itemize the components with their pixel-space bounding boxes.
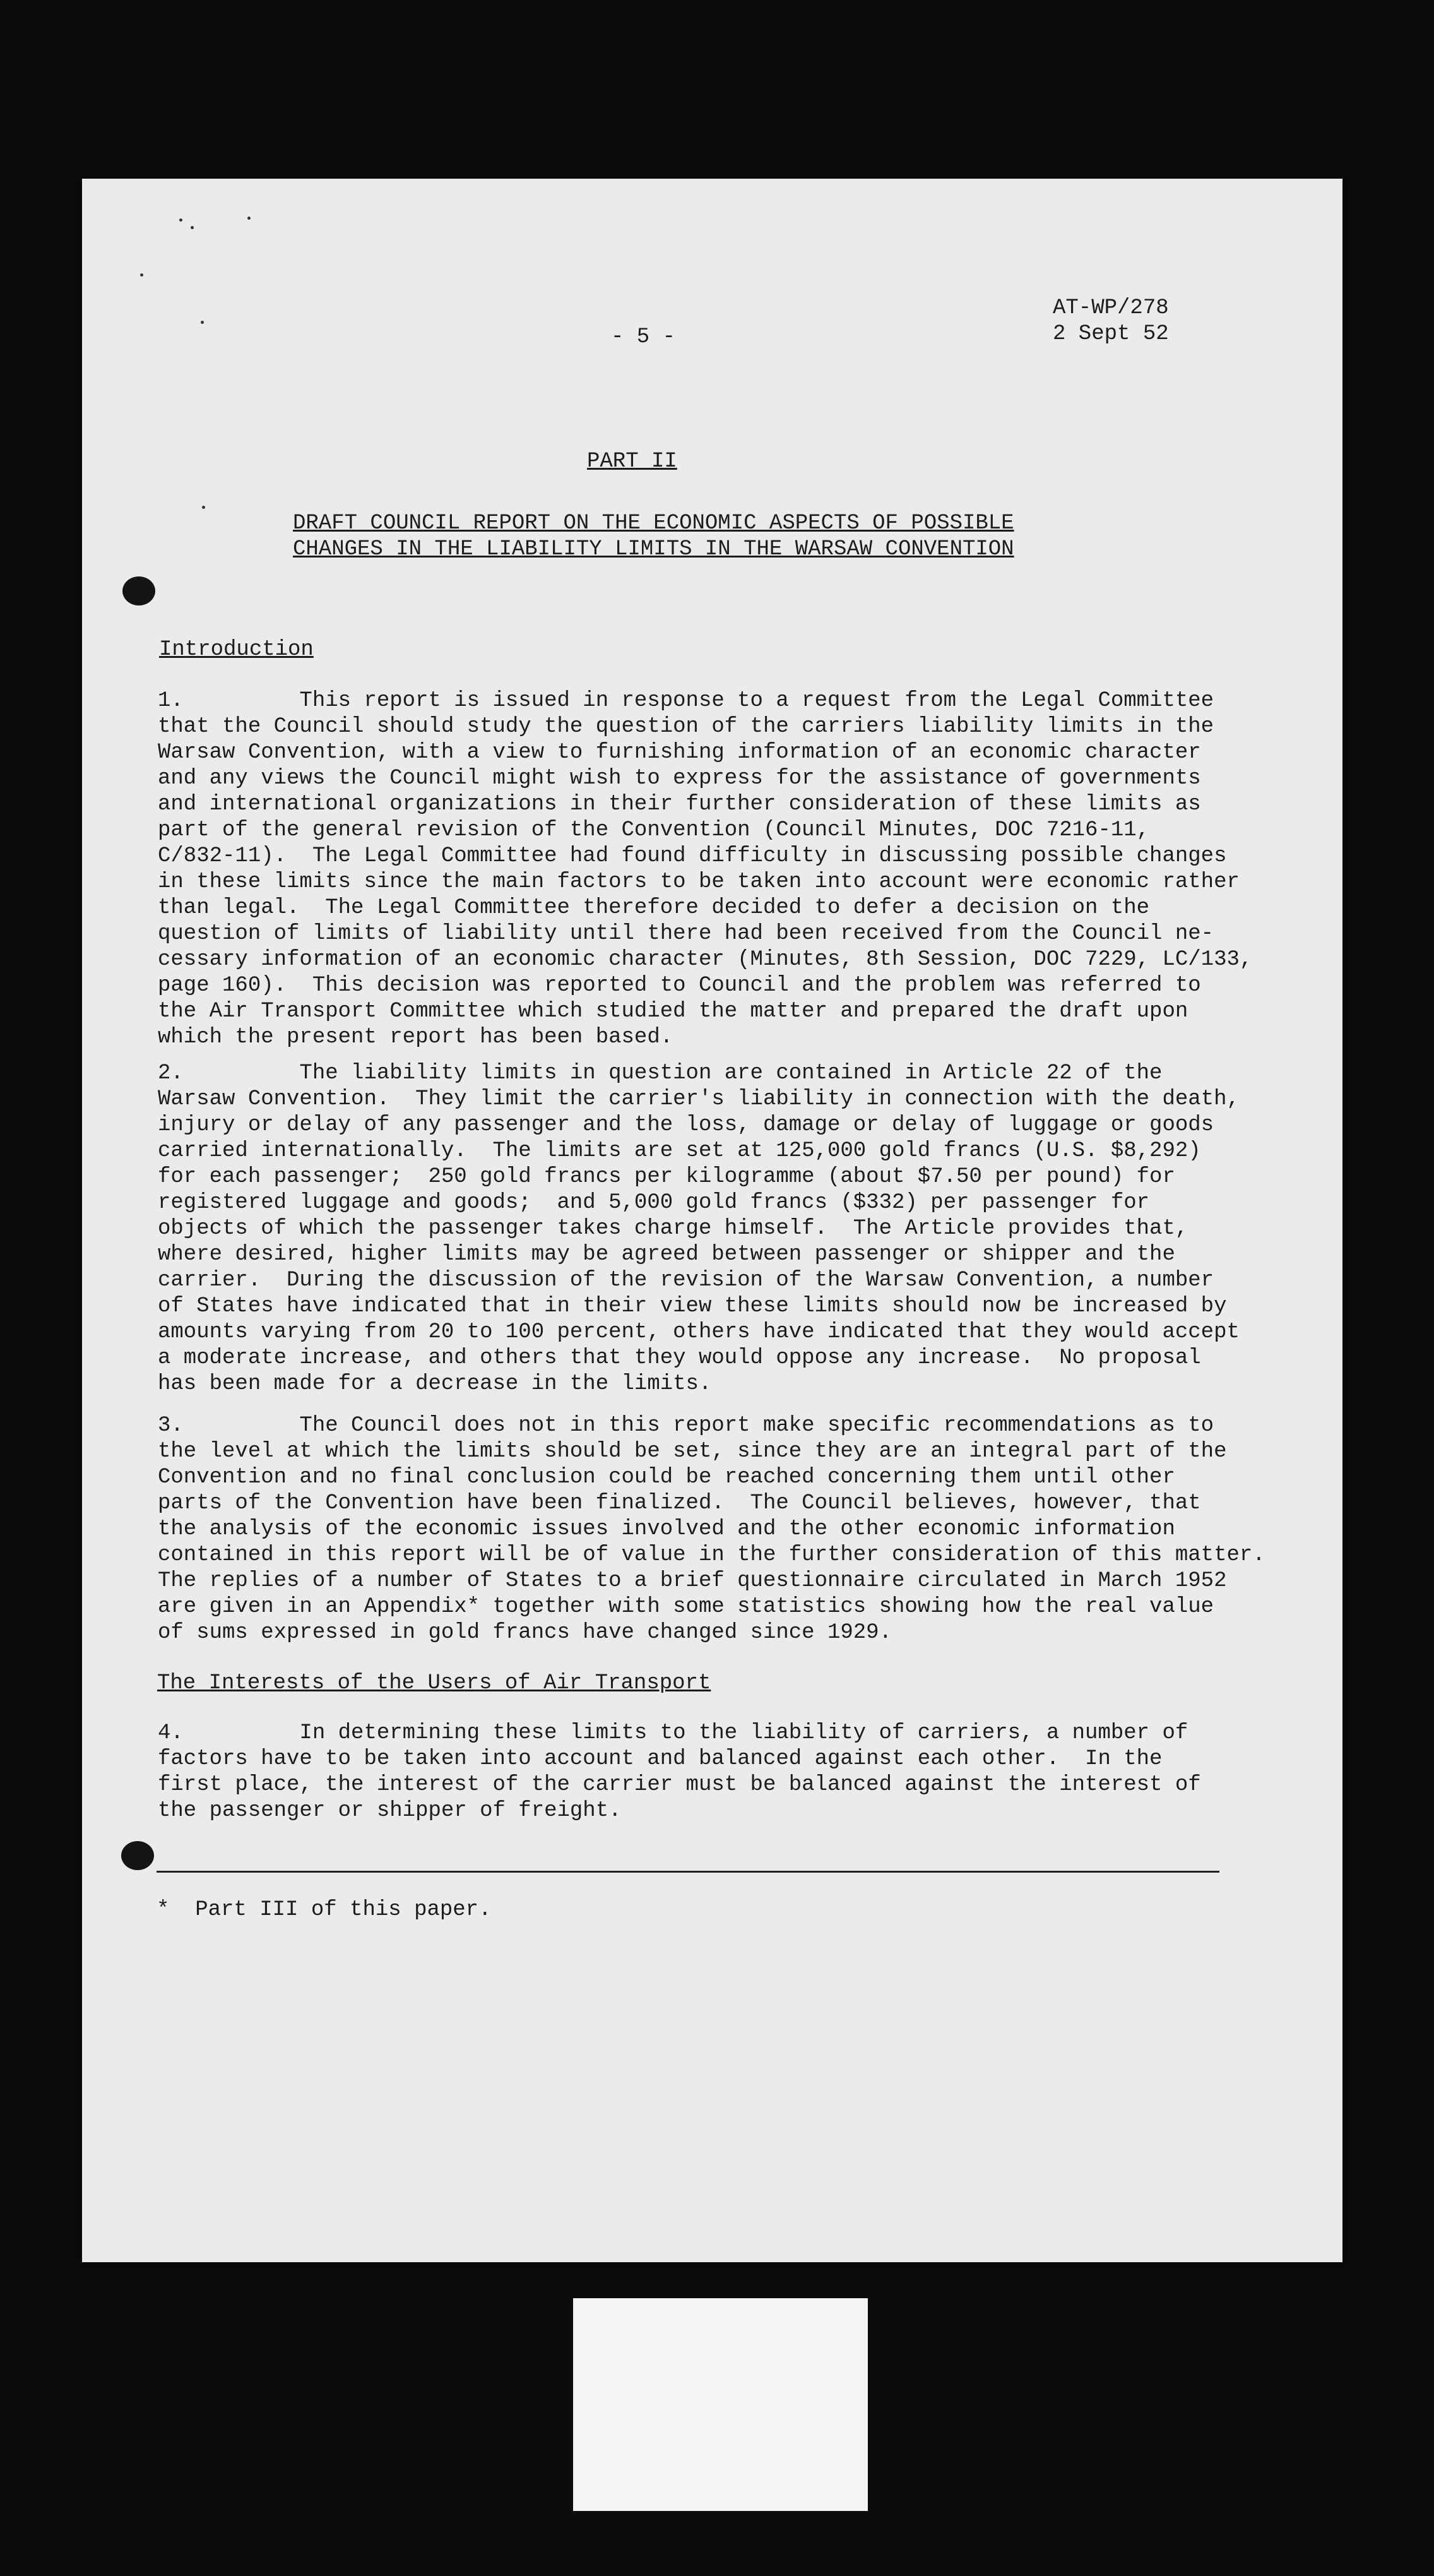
speck bbox=[140, 273, 143, 277]
speck bbox=[201, 321, 204, 324]
footnote-divider bbox=[157, 1871, 1219, 1873]
speck bbox=[191, 226, 194, 229]
blank-label-card bbox=[573, 2298, 868, 2511]
punch-hole bbox=[122, 576, 155, 605]
document-title: DRAFT COUNCIL REPORT ON THE ECONOMIC ASPECTS OF POSSIBLE CHANGES IN THE LIABILITY LIMITS IN THE WARSAW CONVENTION bbox=[293, 511, 1014, 561]
speck bbox=[179, 218, 182, 222]
part-heading: PART II bbox=[587, 450, 677, 474]
speck bbox=[247, 217, 251, 220]
footnote: * Part III of this paper. bbox=[157, 1898, 492, 1922]
paragraph-2: 2. The liability limits in question are contained in Article 22 of the Warsaw Convention. They limit the carrier's liability in connection with the death, injury or delay of any passenger and the loss, damage or delay of luggage or goods carried internationally. The limits are set at 125,000 gold francs (U.S. $8,292) for each passenger; 250 gold francs per kilogramme (about $7.50 per pound) for registered luggage and goods; and 5,000 gold francs ($332) per passenger for objects of which the passenger takes charge himself. The Article provides that, where desired, higher limits may be agreed between passenger or shipper and the carrier. During the discussion of the revision of the Warsaw Convention, a number of States have indicated that in their view these limits should now be increased by amounts varying from 20 to 100 percent, others have indicated that they would accept a moderate increase, and others that they would oppose any increase. No proposal has been made for a decrease in the limits. bbox=[158, 1061, 1240, 1396]
paragraph-1: 1. This report is issued in response to a request from the Legal Committee that the Council should study the question of the carriers liability limits in the Warsaw Convention, with a view to furnishing information of an economic character and any views the Council might wish to express for the assistance of governments and international organizations in their further consideration of these limits as part of the general revision of the Convention (Council Minutes, DOC 7216-11, C/832-11). The Legal Committee had found difficulty in discussing possible changes in these limits since the main factors to be taken into account were economic rather than legal. The Legal Committee therefore decided to defer a decision on the question of limits of liability until there had been received from the Council ne- cessary information of an economic character (Minutes, 8th Session, DOC 7229, LC/133, page 160). This decision was reported to Council and the problem was referred to the Air Transport Committee which studied the matter and prepared the draft upon which the present report has been based. bbox=[158, 689, 1253, 1049]
paragraph-3: 3. The Council does not in this report make specific recommendations as to the level at which the limits should be set, since they are an integral part of the Convention and no final conclusion could be reached concerning them until other parts of the Convention have been finalized. The Council believes, however, that the analysis of the economic issues involved and the other economic information contained in this report will be of value in the further consideration of this matter. The replies of a number of States to a brief questionnaire circulated in March 1952 are given in an Appendix* together with some statistics showing how the real value of sums expressed in gold francs have changed since 1929. bbox=[158, 1414, 1265, 1645]
paragraph-4: 4. In determining these limits to the liability of carriers, a number of factors have to be taken into account and balanced against each other. In the first place, the interest of the carrier must be balanced against the interest of the passenger or shipper of freight. bbox=[158, 1721, 1201, 1823]
punch-hole bbox=[121, 1841, 154, 1870]
speck bbox=[202, 506, 205, 509]
page-number: - 5 - bbox=[611, 325, 676, 349]
introduction-heading: Introduction bbox=[159, 638, 314, 662]
section-heading: The Interests of the Users of Air Transport bbox=[157, 1671, 711, 1695]
document-reference: AT-WP/278 2 Sept 52 bbox=[1053, 296, 1169, 346]
